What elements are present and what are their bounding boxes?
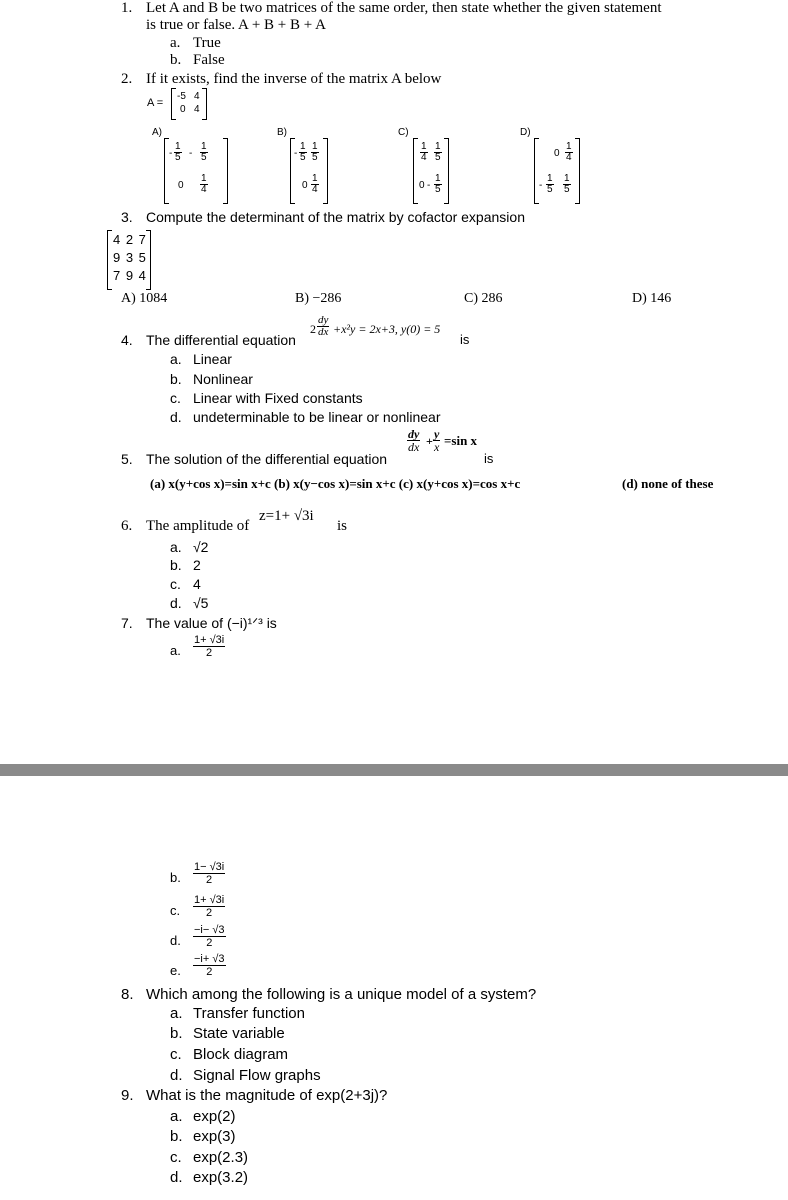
option-text[interactable]: √5 [193, 595, 209, 611]
equation-coefficient: 2 [310, 322, 316, 336]
option-b[interactable]: B) −286 [295, 291, 342, 306]
matrix-a: -5 4 0 4 [171, 89, 207, 119]
option-text[interactable]: Nonlinear [193, 371, 253, 387]
determinant-matrix: 4 2 7 9 3 5 7 9 4 [107, 231, 151, 289]
equation-rhs: =sin x [444, 433, 478, 448]
option-label-d: D) [520, 127, 531, 138]
question-number: 7. [121, 615, 133, 631]
question-number: 4. [121, 332, 133, 348]
option-fraction[interactable]: $\frac{1- √3i}{2}$ [194, 861, 225, 886]
question-text: What is the magnitude of exp(2+3j)? [146, 1087, 388, 1104]
dy-dx-fraction: $\frac{dy}{dx}$ [318, 314, 329, 338]
question-number: 5. [121, 451, 133, 467]
question-number: 2. [121, 71, 133, 87]
page-1: 1. Let A and B be two matrices of the same order, then state whether the given statement is true or false. A + B + B + A a. True b. False 2. If it exists, find the inverse of the matrix A below A = -5 4 0 4 A) B) C) D) - $\frac{1}{5}$ - $\frac{1}{5}$ 0 $\frac{1}{4}$ - $\frac{1}{5}$ $\frac{1}{5}$ 0 $\frac{1}{4}$ $\frac{1}{4}$ $\frac{1}{5}$ 0 - $\frac{1}{5}$ 0 $\frac{1}{4}$ - $\frac{1}{5}$ $\frac{1}{5}$ 3. Compute the determinant of the matrix by cofactor expansion 4 2 7 9 3 5 7 9 4 A) 1084 B) −286 C) 286 D) 146 4. The differential equation 2 $\frac{dy}{dx}$ +x²y = 2x+3, y(0) = 5 is a. Linear b. Nonlinear c. Linear with Fixed constants d. undeterminable to be linear or nonlinear 5. The solution of the differential equation $\frac{dy}{dx}$ + $\frac{y}{x}$ =sin x is (a) x(y+cos x)=sin x+c (b) x(y−cos x)=sin x+c (c) x(y+cos x)=cos x+c (d) none of these 6. The amplitude of z=1+ √3i is a. √2 b. 2 c. 4 d. √5 7. The value of (−i)¹ᐟ³ is a. $\frac{1+ √3i}{2}$ [0, 0, 788, 764]
option-fraction[interactable]: $\frac{1+ √3i}{2}$ [194, 634, 225, 659]
question-text: The amplitude of [146, 518, 250, 534]
option-fraction[interactable]: $\frac{-i- √3}{2}$ [194, 924, 225, 949]
complex-expression: z=1+ √3i [259, 508, 314, 524]
option-text[interactable]: √2 [193, 539, 209, 555]
question-text: The value of (−i)¹ᐟ³ is [146, 615, 277, 631]
matrix-option-c[interactable]: $\frac{1}{4}$ $\frac{1}{5}$ 0 - $\frac{1}{5}$ [413, 139, 449, 203]
option-text[interactable]: True [193, 35, 221, 51]
equation-text: +x²y = 2x+3, y(0) = 5 [333, 322, 441, 336]
option-letter: a. [170, 35, 181, 51]
option-label-a: A) [152, 127, 162, 138]
option-text[interactable]: Linear [193, 351, 232, 367]
matrix-option-a[interactable]: - $\frac{1}{5}$ - $\frac{1}{5}$ 0 $\frac{1}{4}$ [164, 139, 228, 203]
question-suffix: is [460, 332, 470, 347]
question-number: 9. [121, 1087, 134, 1104]
option-text[interactable]: 2 [193, 557, 201, 573]
option-text[interactable]: State variable [193, 1025, 285, 1042]
page-separator [0, 764, 788, 776]
option-text[interactable]: Signal Flow graphs [193, 1067, 321, 1084]
question-text: If it exists, find the inverse of the matrix A below [146, 71, 442, 87]
options-abc[interactable]: (a) x(y+cos x)=sin x+c (b) x(y−cos x)=sin x+c (c) x(y+cos x)=cos x+c [150, 476, 521, 491]
option-text[interactable]: Block diagram [193, 1046, 289, 1063]
option-text[interactable]: exp(3) [193, 1128, 236, 1145]
option-text[interactable]: undeterminable to be linear or nonlinear [193, 409, 441, 425]
question-text: Compute the determinant of the matrix by cofactor expansion [146, 209, 525, 225]
option-text[interactable]: Transfer function [193, 1005, 305, 1022]
y-x-fraction: $\frac{y}{x}$ [434, 427, 440, 454]
option-text[interactable]: False [193, 52, 225, 68]
question-text: is true or false. A + B + B + A [146, 17, 326, 33]
option-a[interactable]: A) 1084 [121, 291, 168, 306]
option-text[interactable]: exp(2) [193, 1108, 236, 1125]
matrix-label: A = [147, 97, 164, 109]
option-fraction[interactable]: $\frac{1+ √3i}{2}$ [194, 894, 225, 919]
option-label-c: C) [398, 127, 409, 138]
question-text: Let A and B be two matrices of the same order, then state whether the given statement [146, 0, 662, 16]
question-number: 1. [121, 0, 133, 16]
matrix-option-b[interactable]: - $\frac{1}{5}$ $\frac{1}{5}$ 0 $\frac{1}{4}$ [290, 139, 328, 203]
option-text[interactable]: exp(3.2) [193, 1169, 249, 1186]
option-d[interactable]: (d) none of these [622, 476, 714, 491]
question-text: The differential equation [146, 332, 296, 348]
question-suffix: is [484, 451, 494, 466]
option-letter: b. [170, 52, 182, 68]
option-fraction[interactable]: $\frac{-i+ √3}{2}$ [194, 953, 225, 978]
option-label-b: B) [277, 127, 287, 138]
dy-dx-fraction: $\frac{dy}{dx}$ [408, 427, 420, 454]
question-number: 6. [121, 518, 133, 534]
question-number: 8. [121, 986, 134, 1003]
option-text[interactable]: Linear with Fixed constants [193, 390, 363, 406]
option-text[interactable]: exp(2.3) [193, 1149, 249, 1166]
page-2: b. $\frac{1- √3i}{2}$ c. $\frac{1+ √3i}{2}$ d. $\frac{-i- √3}{2}$ e. $\frac{-i+ √3}{2}$ 8. Which among the following is a unique model of a system? a. Transfer function b. State variable c. Block diagram d. Signal Flow graphs 9. What is the magnitude of exp(2+3j)? a. exp(2) b. exp(3) c. exp(2.3) d. exp(3.2) [0, 776, 788, 1200]
question-text: The solution of the differential equation [146, 451, 388, 467]
option-d[interactable]: D) 146 [632, 291, 672, 306]
matrix-option-d[interactable]: 0 $\frac{1}{4}$ - $\frac{1}{5}$ $\frac{1}{5}$ [534, 139, 580, 203]
option-c[interactable]: C) 286 [464, 291, 503, 306]
option-text[interactable]: 4 [193, 576, 201, 592]
question-text: Which among the following is a unique model of a system? [146, 986, 537, 1003]
question-suffix: is [337, 518, 348, 534]
question-number: 3. [121, 209, 133, 225]
